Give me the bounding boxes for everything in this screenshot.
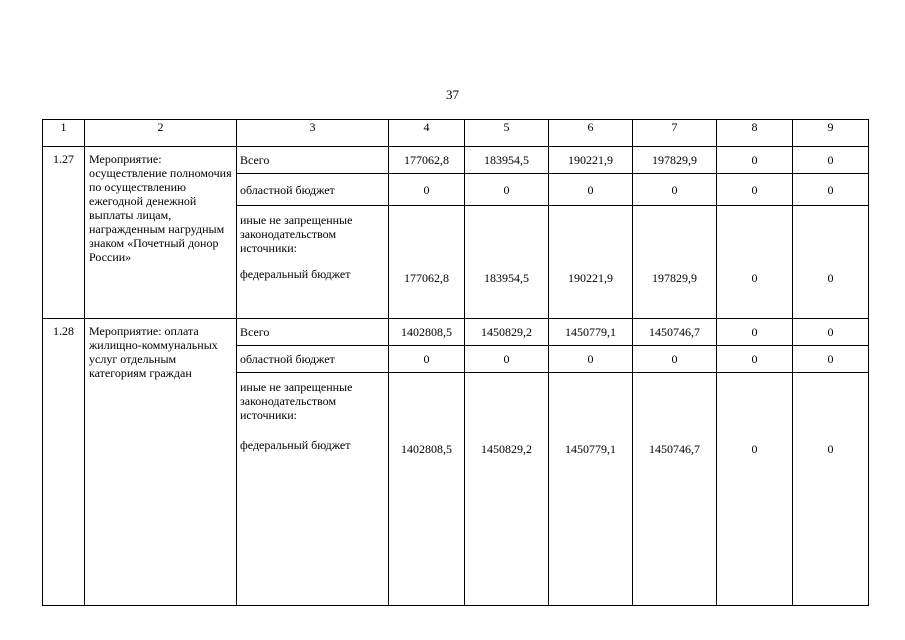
page-number: 37: [446, 87, 459, 102]
value-cell: 0: [465, 346, 549, 373]
value-cell: 1402808,5: [389, 319, 465, 346]
header-cell: 9: [793, 120, 869, 147]
header-cell: 4: [389, 120, 465, 147]
value-cell: 0: [549, 174, 633, 206]
federal-budget-label: федеральный бюджет: [240, 438, 351, 452]
federal-budget-label: федеральный бюджет: [240, 267, 351, 281]
value-cell: 183954,5: [465, 206, 549, 319]
value-cell: 1450746,7: [633, 319, 717, 346]
value-cell: 0: [549, 346, 633, 373]
value-cell: 0: [793, 319, 869, 346]
other-sources-label: иные не запрещенные законодательством источники:: [240, 213, 353, 255]
header-cell: 5: [465, 120, 549, 147]
value-cell: 1450779,1: [549, 373, 633, 606]
value-cell: 197829,9: [633, 206, 717, 319]
value-cell: 0: [717, 346, 793, 373]
value-cell: 190221,9: [549, 206, 633, 319]
value-cell: 197829,9: [633, 147, 717, 174]
value-cell: 0: [793, 174, 869, 206]
value-cell: 0: [389, 346, 465, 373]
header-cell: 7: [633, 120, 717, 147]
value-cell: 0: [717, 373, 793, 606]
value-cell: 183954,5: [465, 147, 549, 174]
source-label: областной бюджет: [237, 174, 389, 206]
row-number: 1.27: [43, 147, 85, 319]
row-description: Мероприятие: осуществление полномочия по осуществлению ежегодной денежной выплаты лицам, награжденным нагрудным знаком «Почетный донор России»: [85, 147, 237, 319]
table-row: [43, 147, 869, 174]
header-cell: 2: [85, 120, 237, 147]
value-cell: 0: [717, 147, 793, 174]
header-cell: 8: [717, 120, 793, 147]
header-cell: 3: [237, 120, 389, 147]
source-label: областной бюджет: [237, 346, 389, 373]
source-label: [237, 206, 389, 319]
row-number: 1.28: [43, 319, 85, 606]
value-cell: 0: [793, 373, 869, 606]
value-cell: 0: [633, 174, 717, 206]
value-cell: 1450829,2: [465, 373, 549, 606]
budget-table: [42, 119, 869, 606]
value-cell: 0: [793, 346, 869, 373]
value-cell: 0: [465, 174, 549, 206]
value-cell: 0: [717, 319, 793, 346]
value-cell: 0: [717, 174, 793, 206]
value-cell: 190221,9: [549, 147, 633, 174]
value-cell: 177062,8: [389, 147, 465, 174]
other-sources-label: иные не запрещенные законодательством источники:: [240, 380, 353, 422]
value-cell: 0: [633, 346, 717, 373]
table-row: [43, 319, 869, 346]
header-cell: 1: [43, 120, 85, 147]
value-cell: 1450746,7: [633, 373, 717, 606]
value-cell: 1450779,1: [549, 319, 633, 346]
value-cell: 0: [793, 147, 869, 174]
row-description: Мероприятие: оплата жилищно-коммунальных услуг отдельным категориям граждан: [85, 319, 237, 606]
value-cell: 0: [389, 174, 465, 206]
source-label: Всего: [237, 319, 389, 346]
header-cell: 6: [549, 120, 633, 147]
source-label: [237, 373, 389, 606]
value-cell: 1402808,5: [389, 373, 465, 606]
source-label: Всего: [237, 147, 389, 174]
value-cell: 0: [717, 206, 793, 319]
value-cell: 0: [793, 206, 869, 319]
value-cell: 1450829,2: [465, 319, 549, 346]
value-cell: 177062,8: [389, 206, 465, 319]
header-row: [43, 120, 869, 147]
